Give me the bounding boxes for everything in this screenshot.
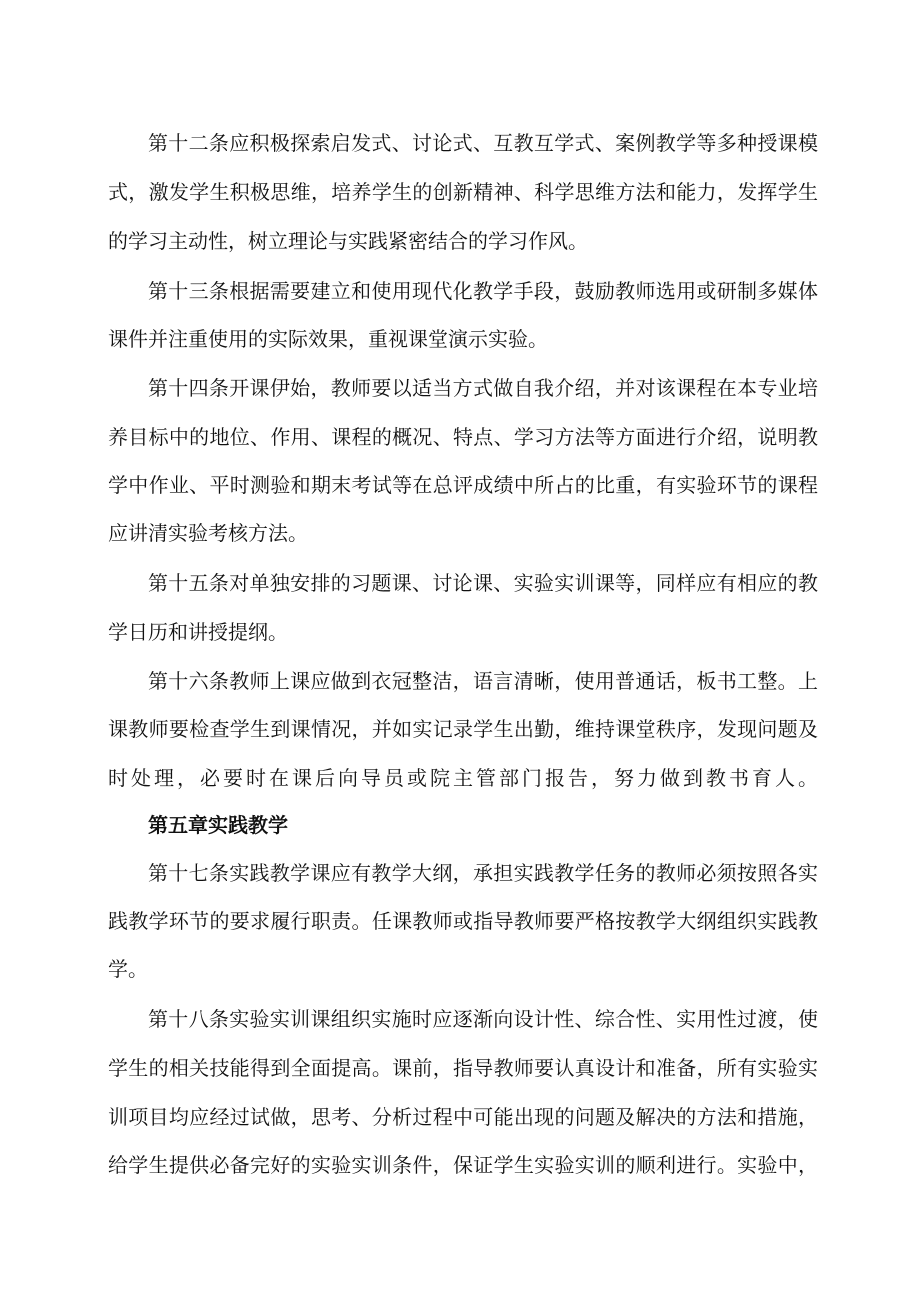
chapter-5-heading: 第五章实践教学 xyxy=(148,813,288,837)
article-18-line-2: 学生的相关技能得到全面提高。课前，指导教师要认真设计和准备，所有实验实 xyxy=(108,1056,819,1080)
article-17-line-3: 学。 xyxy=(108,957,148,981)
article-17-line-2: 践教学环节的要求履行职责。任课教师或指导教师要严格按教学大纲组织实践教 xyxy=(108,909,819,933)
article-16-line-2: 课教师要检查学生到课情况，并如实记录学生出勤，维持课堂秩序，发现问题及 xyxy=(108,717,819,741)
article-15-line-2: 学日历和讲授提纲。 xyxy=(108,620,288,644)
article-13-line-1: 第十三条根据需要建立和使用现代化教学手段，鼓励教师选用或研制多媒体 xyxy=(148,279,819,303)
article-14-line-2: 养目标中的地位、作用、课程的概况、特点、学习方法等方面进行介绍，说明教 xyxy=(108,425,819,449)
article-14-line-3: 学中作业、平时测验和期末考试等在总评成绩中所占的比重，有实验环节的课程 xyxy=(108,473,819,497)
article-14-line-4: 应讲清实验考核方法。 xyxy=(108,521,308,545)
article-18-line-1: 第十八条实验实训课组织实施时应逐渐向设计性、综合性、实用性过渡，使 xyxy=(148,1007,819,1031)
article-17-line-1: 第十七条实践教学课应有教学大纲，承担实践教学任务的教师必须按照各实 xyxy=(148,861,819,885)
article-18-line-3: 训项目均应经过试做，思考、分析过程中可能出现的问题及解决的方法和措施， xyxy=(108,1105,819,1129)
article-12-line-2: 式，激发学生积极思维，培养学生的创新精神、科学思维方法和能力，发挥学生 xyxy=(108,180,819,204)
article-18-line-4: 给学生提供必备完好的实验实训条件，保证学生实验实训的顺利进行。实验中， xyxy=(108,1153,819,1177)
article-14-line-1: 第十四条开课伊始，教师要以适当方式做自我介绍，并对该课程在本专业培 xyxy=(148,376,819,400)
article-16-line-1: 第十六条教师上课应做到衣冠整洁，语言清晰，使用普通话，板书工整。上 xyxy=(148,669,819,693)
article-15-line-1: 第十五条对单独安排的习题课、讨论课、实验实训课等，同样应有相应的教 xyxy=(148,571,819,595)
article-12-line-3: 的学习主动性，树立理论与实践紧密结合的学习作风。 xyxy=(108,229,588,253)
article-12-line-1: 第十二条应积极探索启发式、讨论式、互教互学式、案例教学等多种授课模 xyxy=(148,131,819,155)
article-13-line-2: 课件并注重使用的实际效果，重视课堂演示实验。 xyxy=(108,327,548,351)
article-16-line-3: 时处理，必要时在课后向导员或院主管部门报告，努力做到教书育人。 xyxy=(108,766,821,790)
